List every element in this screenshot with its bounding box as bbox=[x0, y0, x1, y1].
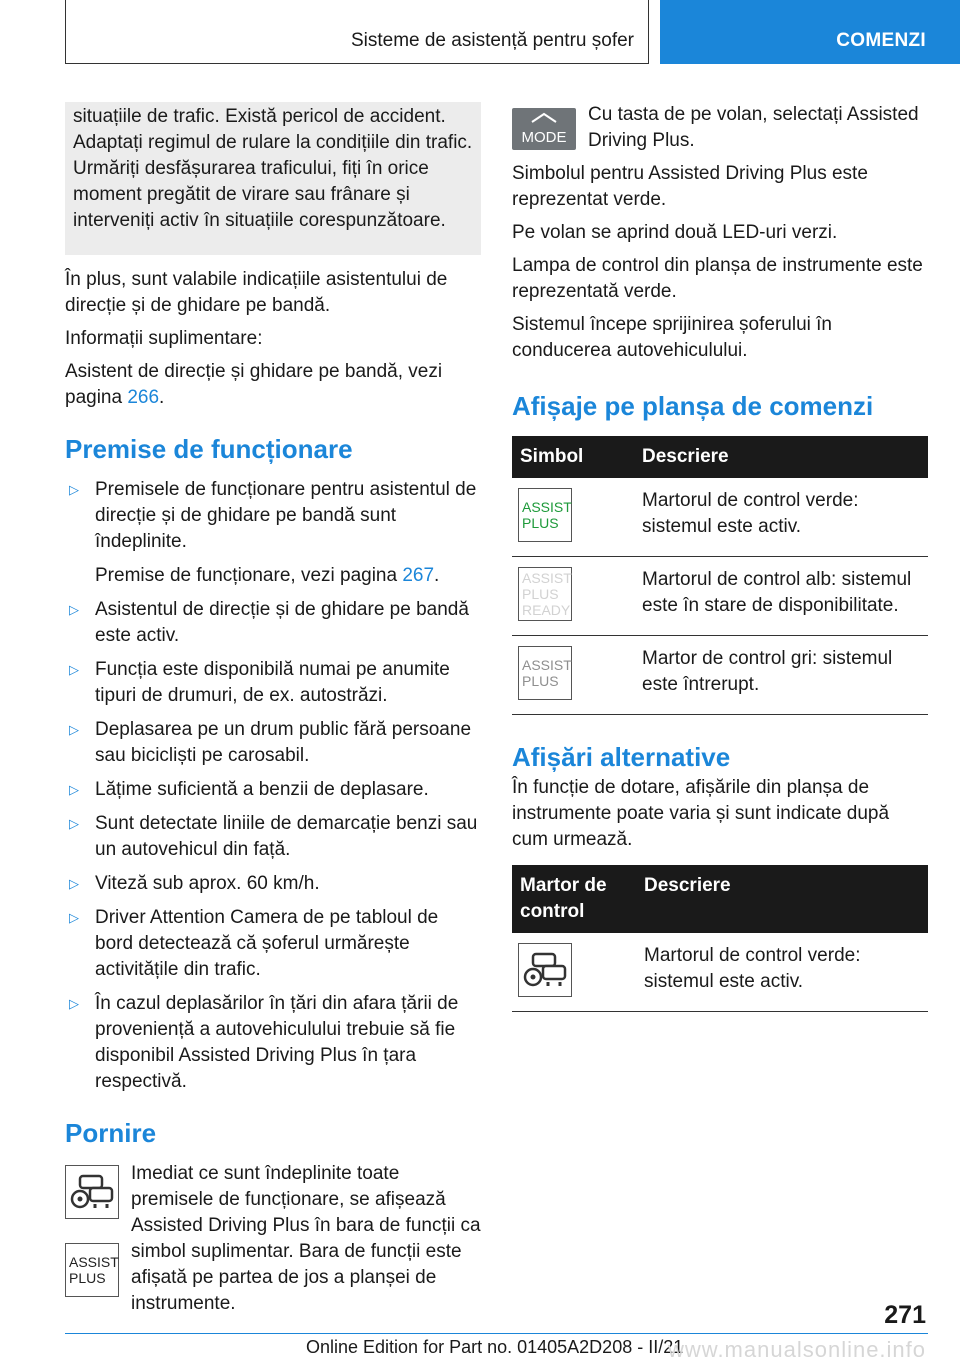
list-item-text: Driver Attention Camera de pe tabloul de bord detectează că șoferul urmărește activitățile din trafic. bbox=[95, 907, 439, 980]
bullet-triangle-icon: ▷ bbox=[69, 662, 79, 677]
para-led: Pe volan se aprind două LED-uri verzi. bbox=[512, 222, 838, 243]
list-item-text: Funcția este disponibilă numai pe anumite tipuri de drumuri, de ex. autostrăzi. bbox=[95, 659, 450, 706]
assist-plus-icon bbox=[65, 1243, 119, 1297]
left-column bbox=[65, 102, 481, 1324]
list-item bbox=[65, 777, 481, 803]
table-header-description: Descriere bbox=[636, 865, 928, 933]
bullet-triangle-icon: ▷ bbox=[69, 910, 79, 925]
list-item bbox=[65, 477, 481, 589]
mode-key-label: MODE bbox=[521, 129, 567, 146]
pornire-text: Imediat ce sunt îndeplinite toate premisele de funcționare, se afișează Assisted Driving Plus în bara de funcții ca simbol suplimentar. Bara de funcții este afișată pe partea de jos a planșei de instrumente. bbox=[131, 1163, 481, 1314]
bullet-triangle-icon: ▷ bbox=[69, 782, 79, 797]
bullet-triangle-icon: ▷ bbox=[69, 876, 79, 891]
list-item bbox=[65, 991, 481, 1095]
para-info-label: Informații suplimentare: bbox=[65, 328, 263, 349]
header-chapter-tab bbox=[660, 0, 960, 64]
assist-plus-green-icon bbox=[518, 488, 572, 542]
para-indications: În plus, sunt valabile indicațiile asistentului de direcție și de ghidare pe bandă. bbox=[65, 269, 448, 316]
table-row bbox=[512, 557, 928, 636]
table-header-row bbox=[512, 436, 928, 478]
table-cell-symbol bbox=[512, 636, 634, 715]
header-section-box bbox=[65, 0, 649, 64]
header-chapter-title: COMENZI bbox=[836, 30, 926, 51]
bullet-triangle-icon: ▷ bbox=[69, 816, 79, 831]
table-header-description: Descriere bbox=[634, 436, 928, 478]
list-item-text: Viteză sub aprox. 60 km/h. bbox=[95, 873, 320, 894]
symbol-line: PLUS bbox=[522, 515, 559, 531]
table-cell-description: Martorul de control verde: sistemul este activ. bbox=[636, 933, 928, 1012]
list-item bbox=[65, 871, 481, 897]
alternative-table bbox=[512, 865, 928, 1012]
page-link-267[interactable]: 267 bbox=[402, 565, 435, 586]
symbol-table bbox=[512, 436, 928, 715]
warning-box bbox=[65, 102, 481, 255]
pornire-section bbox=[65, 1161, 481, 1317]
assisted-driving-car-icon bbox=[518, 943, 572, 997]
reference-text: Asistent de direcție și ghidare pe bandă, vezi pagina bbox=[65, 361, 443, 408]
assist-plus-ready-white-icon bbox=[518, 567, 572, 621]
para-alternative: În funcție de dotare, afișările din planșa de instrumente poate varia și sunt indicate după cum urmează. bbox=[512, 777, 890, 850]
warning-text: situațiile de trafic. Există pericol de accident. Adaptați regimul de rulare la condițiile din trafic. Urmăriți desfășurarea traficului, fiți în orice moment pregătit de virare sau frânare și interveniți activ în situațiile corespunzătoare. bbox=[73, 106, 473, 231]
premise-list bbox=[65, 477, 481, 1095]
assist-icon-line2: PLUS bbox=[69, 1270, 106, 1286]
list-item-subref: Premise de funcționare, vezi pagina 267. bbox=[95, 565, 440, 586]
page-link-266[interactable]: 266 bbox=[127, 387, 160, 408]
mode-button-icon bbox=[512, 108, 576, 150]
assisted-driving-icon bbox=[65, 1165, 119, 1219]
mode-text: Cu tasta de pe volan, selectați Assisted Driving Plus. bbox=[588, 104, 919, 151]
heading-afisaje: Afișaje pe planșa de comenzi bbox=[512, 391, 874, 421]
table-header-indicator: Martor de control bbox=[512, 865, 636, 933]
list-item bbox=[65, 811, 481, 863]
symbol-line: PLUS bbox=[522, 586, 559, 602]
page-number: 271 bbox=[884, 1301, 926, 1329]
bullet-triangle-icon: ▷ bbox=[69, 996, 79, 1011]
list-item-text: Asistentul de direcție și de ghidare pe bandă este activ. bbox=[95, 599, 469, 646]
watermark: www.manualsonline.info bbox=[668, 1337, 927, 1362]
heading-pornire: Pornire bbox=[65, 1118, 157, 1148]
heading-premise: Premise de funcționare bbox=[65, 434, 353, 464]
table-cell-description: Martor de control gri: sistemul este întrerupt. bbox=[634, 636, 928, 715]
list-item bbox=[65, 905, 481, 983]
para-system-start: Sistemul începe sprijinirea șoferului în conducerea autovehiculului. bbox=[512, 314, 832, 361]
heading-alternative: Afișări alternative bbox=[512, 742, 731, 772]
list-item bbox=[65, 717, 481, 769]
table-cell-symbol bbox=[512, 478, 634, 557]
footer-edition: Online Edition for Part no. 01405A2D208 - II/21 bbox=[306, 1337, 684, 1357]
list-item-text: Premisele de funcționare pentru asistentul de direcție și de ghidare pe bandă sunt îndeplinite. bbox=[95, 479, 477, 552]
list-item bbox=[65, 597, 481, 649]
bullet-triangle-icon: ▷ bbox=[69, 482, 79, 497]
para-control-lamp: Lampa de control din planșa de instrumente este reprezentată verde. bbox=[512, 255, 923, 302]
right-column bbox=[512, 102, 928, 1012]
table-cell-symbol bbox=[512, 933, 636, 1012]
table-row bbox=[512, 478, 928, 557]
header-section-title: Sisteme de asistență pentru șofer bbox=[350, 30, 634, 51]
table-row bbox=[512, 933, 928, 1012]
mode-row bbox=[512, 102, 928, 154]
para-symbol-green: Simbolul pentru Assisted Driving Plus este reprezentat verde. bbox=[512, 163, 868, 210]
list-item-text: În cazul deplasărilor în țări din afara țării de proveniență a autovehiculului trebuie să fie disponibil Assisted Driving Plus în țara respectivă. bbox=[95, 993, 459, 1092]
symbol-line: ASSIST bbox=[522, 499, 572, 515]
list-item bbox=[65, 657, 481, 709]
table-cell-symbol bbox=[512, 557, 634, 636]
list-item-text: Lățime suficientă a benzii de deplasare. bbox=[95, 779, 429, 800]
list-item-text: Deplasarea pe un drum public fără persoane sau bicicliști pe carosabil. bbox=[95, 719, 472, 766]
symbol-line: READY bbox=[522, 602, 571, 618]
symbol-line: ASSIST bbox=[522, 657, 572, 673]
subref-text: Premise de funcționare, vezi pagina bbox=[95, 565, 403, 586]
bullet-triangle-icon: ▷ bbox=[69, 722, 79, 737]
symbol-line: ASSIST bbox=[522, 570, 572, 586]
symbol-line: PLUS bbox=[522, 673, 559, 689]
table-header-symbol: Simbol bbox=[512, 436, 634, 478]
assist-icon-line1: ASSIST bbox=[69, 1254, 119, 1270]
table-cell-description: Martorul de control alb: sistemul este în stare de disponibilitate. bbox=[634, 557, 928, 636]
list-item-text: Sunt detectate liniile de demarcație benzi sau un autovehicul din față. bbox=[95, 813, 478, 860]
table-header-row bbox=[512, 865, 928, 933]
bullet-triangle-icon: ▷ bbox=[69, 602, 79, 617]
para-reference: Asistent de direcție și ghidare pe bandă, vezi pagina 266. bbox=[65, 361, 443, 408]
table-row bbox=[512, 636, 928, 715]
table-cell-description: Martorul de control verde: sistemul este activ. bbox=[634, 478, 928, 557]
assist-plus-grey-icon bbox=[518, 646, 572, 700]
